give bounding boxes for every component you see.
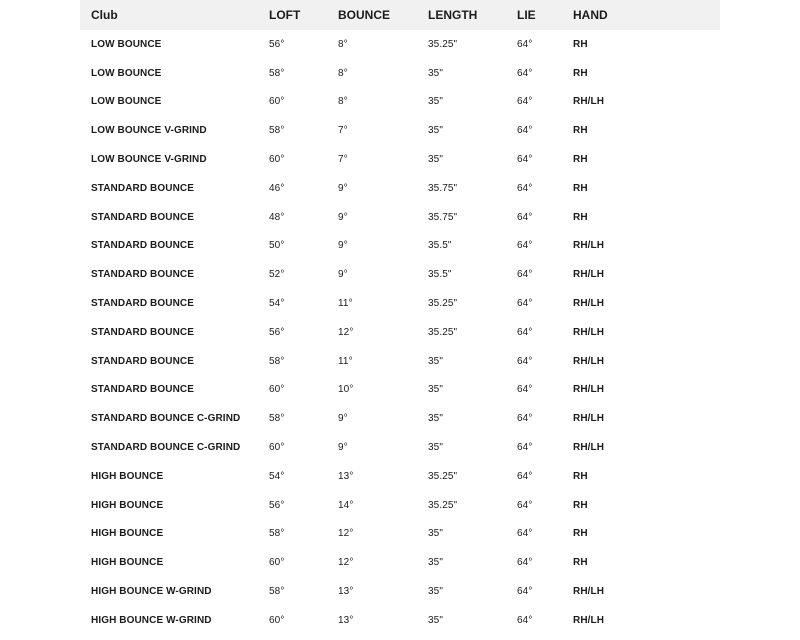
cell-length: 35" xyxy=(428,384,443,396)
cell-length: 35.25" xyxy=(428,470,458,482)
cell-lie: 64° xyxy=(517,557,533,569)
cell-bounce: 9° xyxy=(338,442,348,454)
cell-lie: 64° xyxy=(517,67,533,79)
cell-hand: RH/LH xyxy=(573,298,605,310)
table-row xyxy=(80,347,720,376)
table-row xyxy=(80,376,720,405)
cell-length: 35.25" xyxy=(428,38,458,50)
cell-loft: 50° xyxy=(269,240,285,252)
cell-length: 35" xyxy=(428,125,443,137)
cell-length: 35" xyxy=(428,586,443,598)
cell-lie: 64° xyxy=(517,240,533,252)
cell-bounce: 13° xyxy=(338,586,354,598)
cell-lie: 64° xyxy=(517,154,533,166)
cell-loft: 60° xyxy=(269,442,285,454)
cell-loft: 46° xyxy=(269,182,285,194)
table-row xyxy=(80,116,720,145)
cell-hand: RH xyxy=(573,211,588,223)
cell-loft: 60° xyxy=(269,154,285,166)
cell-hand: RH/LH xyxy=(573,355,605,367)
cell-length: 35.25" xyxy=(428,499,458,511)
cell-loft: 52° xyxy=(269,269,285,281)
cell-bounce: 11° xyxy=(338,355,353,367)
cell-club: HIGH BOUNCE W-GRIND xyxy=(91,614,212,626)
cell-length: 35" xyxy=(428,528,443,540)
cell-lie: 64° xyxy=(517,38,533,50)
column-header-loft: LOFT xyxy=(269,8,301,22)
cell-loft: 60° xyxy=(269,96,285,108)
cell-club: HIGH BOUNCE xyxy=(91,557,164,569)
cell-length: 35" xyxy=(428,614,443,626)
table-row xyxy=(80,548,720,577)
cell-lie: 64° xyxy=(517,326,533,338)
cell-loft: 60° xyxy=(269,384,285,396)
cell-bounce: 9° xyxy=(338,269,348,281)
cell-loft: 58° xyxy=(269,413,285,425)
cell-loft: 60° xyxy=(269,614,285,626)
cell-club: HIGH BOUNCE xyxy=(91,528,164,540)
cell-club: STANDARD BOUNCE xyxy=(91,326,194,338)
cell-hand: RH xyxy=(573,528,588,540)
cell-hand: RH/LH xyxy=(573,614,605,626)
cell-club: HIGH BOUNCE xyxy=(91,470,164,482)
cell-bounce: 11° xyxy=(338,298,353,310)
cell-hand: RH xyxy=(573,38,588,50)
cell-loft: 58° xyxy=(269,125,285,137)
table-header-row xyxy=(80,0,720,30)
cell-bounce: 14° xyxy=(338,499,354,511)
cell-hand: RH xyxy=(573,557,588,569)
cell-length: 35.75" xyxy=(428,182,458,194)
cell-lie: 64° xyxy=(517,586,533,598)
table-row xyxy=(80,145,720,174)
cell-club: LOW BOUNCE xyxy=(91,96,162,108)
cell-loft: 56° xyxy=(269,499,285,511)
table-row xyxy=(80,433,720,462)
cell-loft: 58° xyxy=(269,67,285,79)
cell-loft: 48° xyxy=(269,211,285,223)
cell-bounce: 10° xyxy=(338,384,354,396)
cell-lie: 64° xyxy=(517,384,533,396)
column-header-bounce: BOUNCE xyxy=(338,8,391,22)
cell-bounce: 7° xyxy=(338,125,348,137)
table-row xyxy=(80,577,720,606)
column-header-lie: LIE xyxy=(517,8,536,22)
cell-hand: RH xyxy=(573,125,588,137)
cell-bounce: 12° xyxy=(338,528,354,540)
cell-hand: RH xyxy=(573,154,588,166)
cell-length: 35" xyxy=(428,557,443,569)
cell-lie: 64° xyxy=(517,355,533,367)
cell-length: 35" xyxy=(428,355,443,367)
cell-length: 35" xyxy=(428,442,443,454)
cell-bounce: 9° xyxy=(338,413,348,425)
cell-lie: 64° xyxy=(517,96,533,108)
cell-lie: 64° xyxy=(517,182,533,194)
column-header-club: Club xyxy=(91,8,118,22)
cell-club: STANDARD BOUNCE xyxy=(91,298,194,310)
cell-hand: RH/LH xyxy=(573,326,605,338)
cell-bounce: 9° xyxy=(338,211,348,223)
cell-length: 35.25" xyxy=(428,298,458,310)
cell-bounce: 12° xyxy=(338,326,354,338)
cell-length: 35" xyxy=(428,67,443,79)
table-row xyxy=(80,318,720,347)
table-row xyxy=(80,174,720,203)
cell-bounce: 8° xyxy=(338,96,348,108)
table-row xyxy=(80,491,720,520)
cell-bounce: 7° xyxy=(338,154,348,166)
cell-hand: RH xyxy=(573,470,588,482)
cell-hand: RH/LH xyxy=(573,240,605,252)
table-body xyxy=(80,30,720,635)
cell-loft: 54° xyxy=(269,470,285,482)
cell-lie: 64° xyxy=(517,528,533,540)
cell-bounce: 12° xyxy=(338,557,354,569)
cell-bounce: 8° xyxy=(338,38,348,50)
cell-hand: RH/LH xyxy=(573,442,605,454)
cell-club: STANDARD BOUNCE xyxy=(91,240,194,252)
cell-bounce: 9° xyxy=(338,240,348,252)
column-header-length: LENGTH xyxy=(428,8,478,22)
cell-club: STANDARD BOUNCE xyxy=(91,384,194,396)
cell-loft: 58° xyxy=(269,355,285,367)
cell-lie: 64° xyxy=(517,125,533,137)
cell-club: HIGH BOUNCE xyxy=(91,499,164,511)
cell-lie: 64° xyxy=(517,211,533,223)
cell-length: 35.5" xyxy=(428,269,452,281)
table-row xyxy=(80,462,720,491)
cell-loft: 58° xyxy=(269,528,285,540)
cell-hand: RH xyxy=(573,182,588,194)
table-row xyxy=(80,59,720,88)
cell-hand: RH/LH xyxy=(573,96,605,108)
cell-club: LOW BOUNCE xyxy=(91,67,162,79)
wedge-spec-table xyxy=(80,0,720,635)
table-row xyxy=(80,606,720,635)
cell-length: 35" xyxy=(428,413,443,425)
cell-club: LOW BOUNCE xyxy=(91,38,162,50)
table-row xyxy=(80,520,720,549)
cell-club: STANDARD BOUNCE xyxy=(91,211,194,223)
cell-loft: 56° xyxy=(269,326,285,338)
cell-lie: 64° xyxy=(517,470,533,482)
cell-bounce: 13° xyxy=(338,614,354,626)
cell-length: 35.5" xyxy=(428,240,452,252)
cell-loft: 54° xyxy=(269,298,285,310)
cell-bounce: 8° xyxy=(338,67,348,79)
table-row xyxy=(80,404,720,433)
cell-club: STANDARD BOUNCE xyxy=(91,182,194,194)
cell-hand: RH/LH xyxy=(573,384,605,396)
cell-hand: RH xyxy=(573,499,588,511)
cell-lie: 64° xyxy=(517,413,533,425)
cell-loft: 58° xyxy=(269,586,285,598)
cell-loft: 60° xyxy=(269,557,285,569)
cell-lie: 64° xyxy=(517,442,533,454)
cell-bounce: 13° xyxy=(338,470,354,482)
column-header-hand: HAND xyxy=(573,8,608,22)
cell-lie: 64° xyxy=(517,499,533,511)
cell-lie: 64° xyxy=(517,269,533,281)
cell-length: 35.25" xyxy=(428,326,458,338)
cell-club: STANDARD BOUNCE xyxy=(91,269,194,281)
cell-club: HIGH BOUNCE W-GRIND xyxy=(91,586,212,598)
cell-hand: RH/LH xyxy=(573,413,605,425)
table-row xyxy=(80,203,720,232)
table-row xyxy=(80,30,720,59)
cell-loft: 56° xyxy=(269,38,285,50)
cell-hand: RH/LH xyxy=(573,269,605,281)
table-row xyxy=(80,289,720,318)
cell-club: LOW BOUNCE V-GRIND xyxy=(91,154,207,166)
cell-bounce: 9° xyxy=(338,182,348,194)
table-row xyxy=(80,232,720,261)
cell-hand: RH/LH xyxy=(573,586,605,598)
table-row xyxy=(80,260,720,289)
cell-hand: RH xyxy=(573,67,588,79)
cell-club: STANDARD BOUNCE xyxy=(91,355,194,367)
cell-club: LOW BOUNCE V-GRIND xyxy=(91,125,207,137)
cell-club: STANDARD BOUNCE C-GRIND xyxy=(91,442,241,454)
cell-lie: 64° xyxy=(517,298,533,310)
cell-length: 35.75" xyxy=(428,211,458,223)
cell-club: STANDARD BOUNCE C-GRIND xyxy=(91,413,241,425)
cell-lie: 64° xyxy=(517,614,533,626)
cell-length: 35" xyxy=(428,154,443,166)
cell-length: 35" xyxy=(428,96,443,108)
table-row xyxy=(80,88,720,117)
